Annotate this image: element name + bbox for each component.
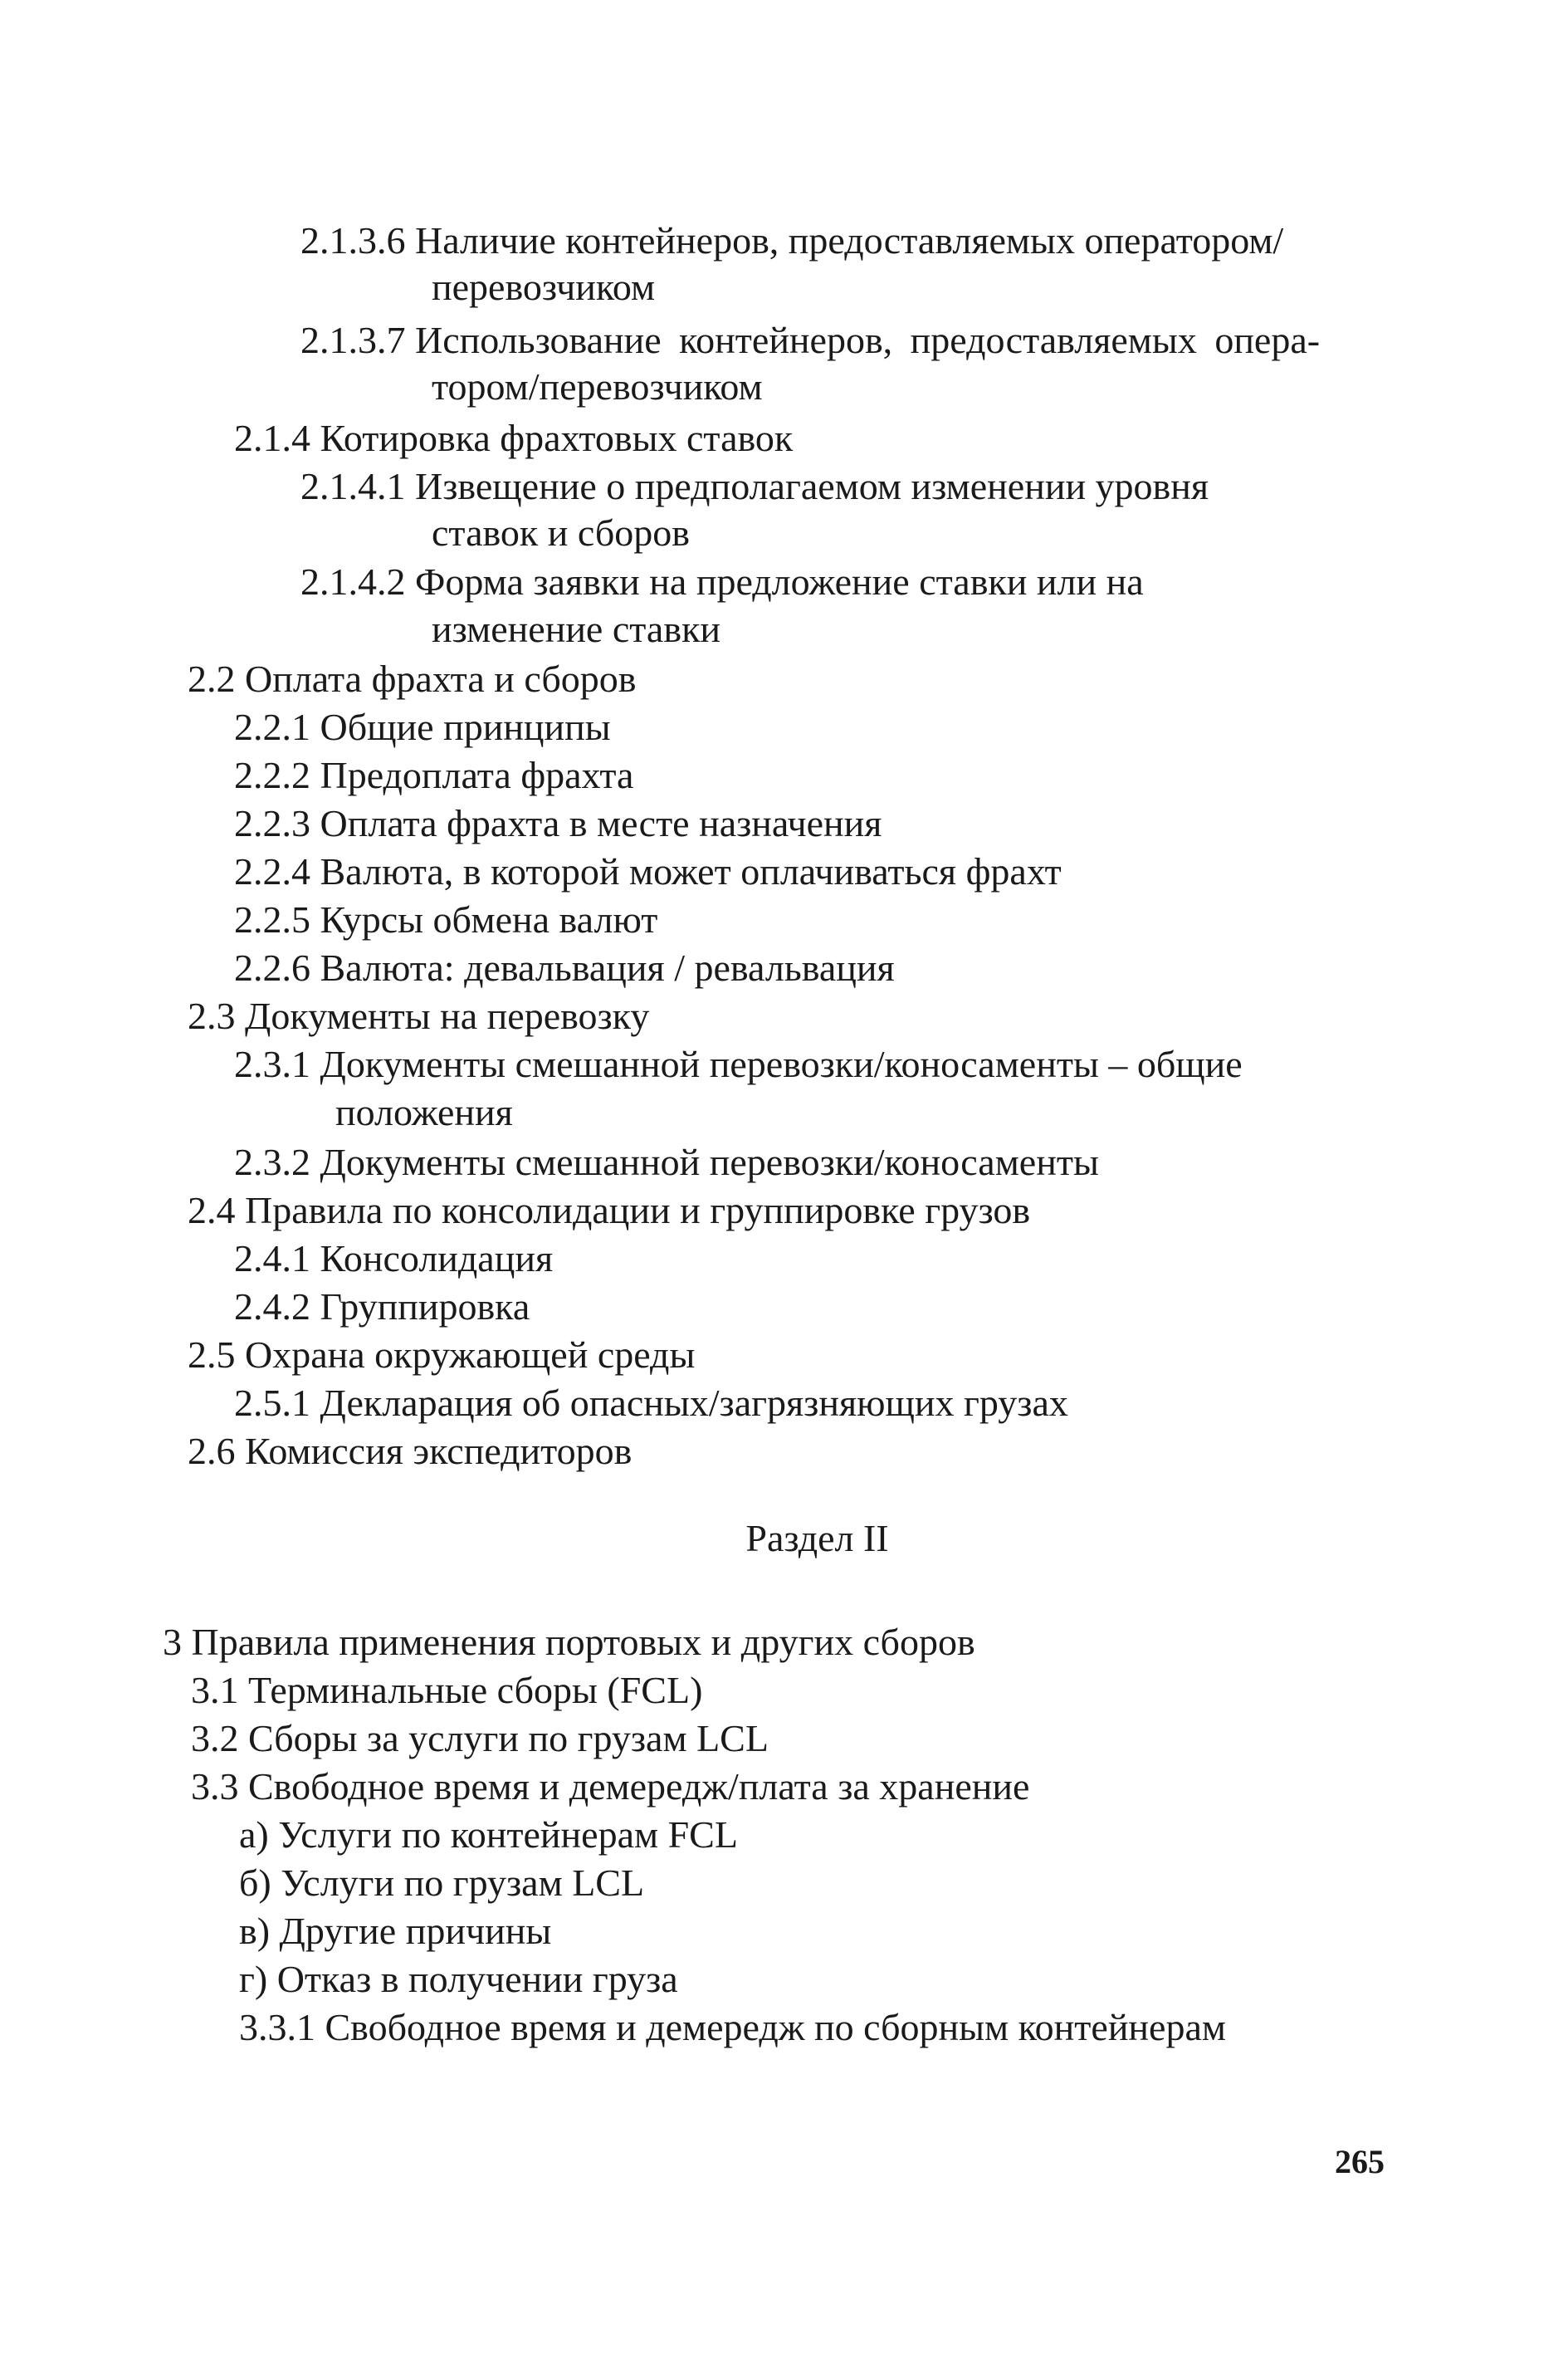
toc-number: 2.3.2 xyxy=(234,1141,310,1183)
toc-item-2-4 xyxy=(188,1187,1030,1234)
toc-number: а) xyxy=(239,1813,269,1856)
toc-number: б) xyxy=(239,1861,271,1904)
toc-item-2-4-1 xyxy=(234,1235,553,1282)
toc-number: 2.2.2 xyxy=(234,754,310,796)
toc-number: 2.3 xyxy=(188,995,236,1037)
toc-title: Комиссия экспедиторов xyxy=(245,1430,633,1472)
toc-title: Общие принципы xyxy=(320,706,611,748)
toc-number: 2.3.1 xyxy=(234,1043,310,1085)
toc-title: Валюта: девальвация / ревальвация xyxy=(320,947,895,989)
toc-item-2-1-3-7-continuation: тором/перевозчиком xyxy=(432,365,763,408)
toc-title: Сборы за услуги по грузам LCL xyxy=(248,1717,769,1759)
toc-item-3 xyxy=(163,1619,975,1666)
toc-number: 3 xyxy=(163,1621,182,1663)
toc-title: Документы на перевозку xyxy=(245,995,650,1037)
toc-number: 2.2.6 xyxy=(234,947,310,989)
toc-item-2-3-1-continuation: положения xyxy=(335,1091,513,1133)
toc-item-3-2 xyxy=(191,1715,769,1762)
toc-title: Курсы обмена валют xyxy=(320,898,658,941)
toc-number: 3.1 xyxy=(191,1669,239,1711)
toc-item-2-5 xyxy=(188,1332,695,1378)
toc-item-2-1-4-1-continuation: ставок и сборов xyxy=(432,511,690,554)
toc-title: Охрана окружающей среды xyxy=(245,1333,696,1376)
toc-title: Декларация об опасных/загрязняющих грузах xyxy=(320,1382,1068,1424)
toc-title: Свободное время и демередж по сборным контейнерам xyxy=(325,2006,1226,2048)
toc-item-2-1-4-2-continuation: изменение ставки xyxy=(432,608,721,650)
toc-item-v xyxy=(239,1908,551,1954)
toc-title: Документы смешанной перевозки/коносаменты – общие xyxy=(320,1043,1243,1085)
toc-title: Валюта, в которой может оплачиваться фрахт xyxy=(320,850,1062,893)
toc-number: 2.4.2 xyxy=(234,1285,310,1328)
toc-item-2-6 xyxy=(188,1428,632,1475)
toc-item-2-1-4-2 xyxy=(300,559,1144,605)
toc-item-g xyxy=(239,1956,678,2003)
toc-number: 2.1.4.2 xyxy=(300,560,406,603)
toc-item-2-1-3-6-continuation: перевозчиком xyxy=(432,266,656,308)
toc-item-2-1-3-6 xyxy=(300,218,1283,264)
toc-title: Консолидация xyxy=(320,1237,554,1279)
section-heading: Раздел II xyxy=(745,1517,889,1559)
toc-item-2-2-4 xyxy=(234,849,1062,895)
toc-item-2-2 xyxy=(188,656,636,702)
toc-title: Предоплата фрахта xyxy=(320,754,634,796)
toc-title: Другие причины xyxy=(279,1910,552,1952)
toc-title: Правила применения портовых и других сборов xyxy=(191,1621,975,1663)
toc-item-b xyxy=(239,1860,644,1906)
toc-title: Отказ в получении груза xyxy=(276,1958,678,2000)
toc-title: Наличие контейнеров, предоставляемых оператором/ xyxy=(415,219,1284,262)
toc-title: Оплата фрахта и сборов xyxy=(245,658,637,700)
toc-item-2-2-5 xyxy=(234,897,657,943)
toc-number: 2.1.4.1 xyxy=(300,465,406,507)
toc-item-2-2-6 xyxy=(234,945,895,991)
toc-number: 2.2 xyxy=(188,658,236,700)
toc-number: 3.3.1 xyxy=(239,2006,315,2048)
toc-item-2-2-3 xyxy=(234,800,882,847)
toc-title: Оплата фрахта в месте назначения xyxy=(320,802,882,844)
toc-number: г) xyxy=(239,1958,268,2000)
toc-item-2-4-2 xyxy=(234,1284,530,1330)
toc-title: Услуги по контейнерам FCL xyxy=(278,1813,738,1856)
toc-title: Услуги по грузам LCL xyxy=(281,1861,645,1904)
toc-item-2-3-1 xyxy=(234,1041,1243,1088)
toc-item-2-1-3-7 xyxy=(300,317,1320,364)
toc-item-2-2-1 xyxy=(234,704,611,751)
toc-title: Форма заявки на предложение ставки или на xyxy=(415,560,1144,603)
toc-title: Свободное время и демередж/плата за хранение xyxy=(248,1765,1030,1808)
page-number: 265 xyxy=(1335,2143,1385,2180)
toc-number: 2.2.3 xyxy=(234,802,310,844)
toc-item-3-3-1 xyxy=(239,2004,1226,2051)
toc-number: 2.1.3.7 xyxy=(300,319,406,361)
toc-title: Терминальные сборы (FCL) xyxy=(248,1669,703,1711)
toc-title: Котировка фрахтовых ставок xyxy=(320,417,794,459)
toc-number: 3.3 xyxy=(191,1765,239,1808)
toc-number: 2.5 xyxy=(188,1333,236,1376)
toc-number: 2.1.4 xyxy=(234,417,310,459)
toc-title: Извещение о предполагаемом изменении уровня xyxy=(415,465,1209,507)
toc-item-2-2-2 xyxy=(234,752,633,799)
toc-item-a xyxy=(239,1812,738,1858)
toc-number: 2.6 xyxy=(188,1430,236,1472)
toc-number: 2.4.1 xyxy=(234,1237,310,1279)
toc-item-2-5-1 xyxy=(234,1380,1068,1426)
toc-number: 2.2.5 xyxy=(234,898,310,941)
toc-number: 3.2 xyxy=(191,1717,239,1759)
toc-title: Документы смешанной перевозки/коносаменты xyxy=(320,1141,1099,1183)
toc-number: 2.5.1 xyxy=(234,1382,310,1424)
toc-number: 2.1.3.6 xyxy=(300,219,406,262)
toc-title: Использование контейнеров, предоставляемых опера- xyxy=(415,319,1321,361)
toc-item-2-1-4-1 xyxy=(300,463,1209,510)
toc-item-2-1-4 xyxy=(234,415,793,462)
toc-number: 2.2.1 xyxy=(234,706,310,748)
toc-number: 2.4 xyxy=(188,1189,236,1231)
toc-number: в) xyxy=(239,1910,271,1952)
toc-item-3-3 xyxy=(191,1764,1029,1810)
toc-item-2-3-2 xyxy=(234,1139,1099,1186)
toc-title: Группировка xyxy=(320,1285,530,1328)
toc-number: 2.2.4 xyxy=(234,850,310,893)
toc-item-3-1 xyxy=(191,1667,702,1714)
toc-title: Правила по консолидации и группировке грузов xyxy=(245,1189,1031,1231)
toc-item-2-3 xyxy=(188,993,649,1040)
